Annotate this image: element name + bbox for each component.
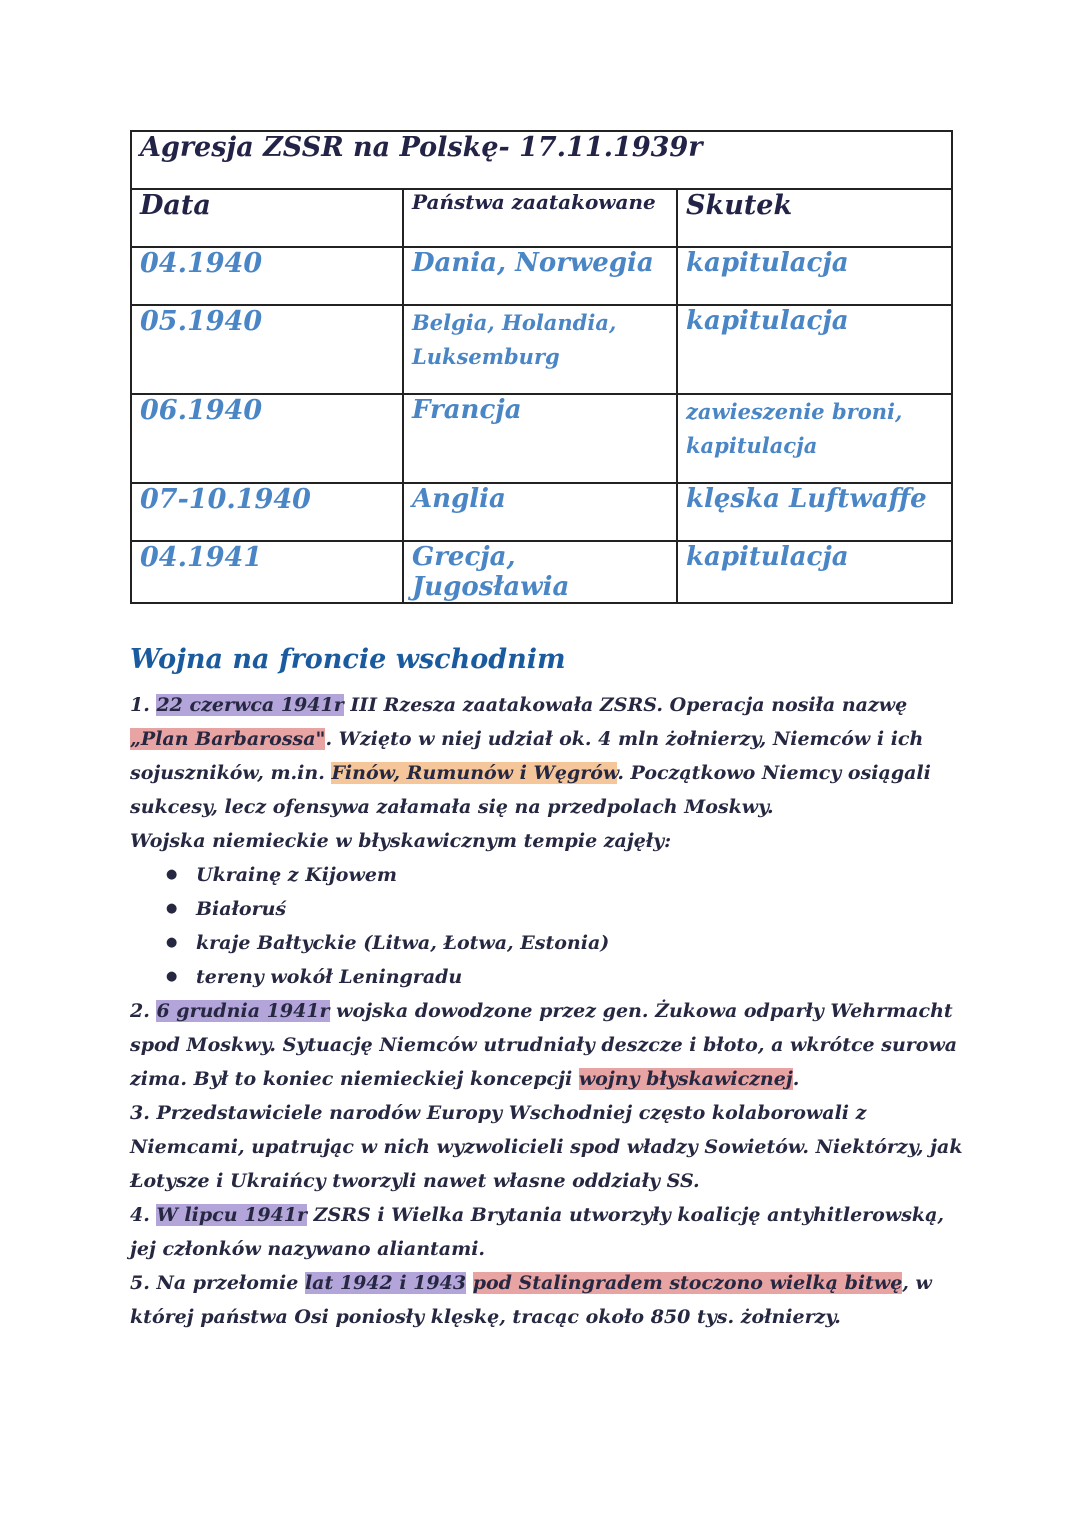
paragraph-number: 2. xyxy=(130,1000,157,1022)
list-item: ● Ukrainę z Kijowem xyxy=(196,858,970,892)
table-row xyxy=(131,394,952,483)
row-states: Francja xyxy=(403,394,677,483)
events-table xyxy=(130,130,953,604)
row-states: Grecja, Jugosławia xyxy=(403,541,677,603)
list-item: ● kraje Bałtyckie (Litwa, Łotwa, Estonia) xyxy=(196,926,970,960)
section-body xyxy=(130,688,970,1334)
row-result: kapitulacja xyxy=(677,541,952,603)
text-span: wojska dowodzone przez gen. Żukowa odparły Wehrmacht spod Moskwy. Sytuację Niemców utrudniały deszcze i błoto, a wkrótce surowa zima. Był to koniec niemieckiej koncepcji xyxy=(130,1000,958,1090)
paragraph-2 xyxy=(130,994,970,1096)
key-highlight: pod Stalingradem stoczono wielką bitwę xyxy=(472,1272,903,1294)
row-date: 04.1940 xyxy=(131,247,403,305)
row-states: Belgia, Holandia, Luksemburg xyxy=(403,305,677,394)
list-item: ● Białoruś xyxy=(196,892,970,926)
row-states: Anglia xyxy=(403,483,677,541)
table-row xyxy=(131,247,952,305)
row-result: zawieszenie broni, kapitulacja xyxy=(677,394,952,483)
paragraph-3: 3. Przedstawiciele narodów Europy Wschodniej często kolaborowali z Niemcami, upatrując w nich wyzwolicieli spod władzy Sowietów. Niektórzy, jak Łotysze i Ukraińcy tworzyli nawet własne oddziały SS. xyxy=(130,1102,963,1192)
date-highlight: 6 grudnia 1941r xyxy=(156,1000,330,1022)
row-date: 06.1940 xyxy=(131,394,403,483)
paragraph-number: 1. xyxy=(130,694,157,716)
header-states: Państwa zaatakowane xyxy=(403,189,677,247)
row-date: 05.1940 xyxy=(131,305,403,394)
allies-highlight: Finów, Rumunów i Węgrów xyxy=(331,762,618,784)
text-span: III Rzesza zaatakowała ZSRS. Operacja nosiła nazwę xyxy=(343,694,908,716)
date-highlight: lat 1942 i 1943 xyxy=(304,1272,467,1294)
table-row xyxy=(131,541,952,603)
paragraph-number: 4. xyxy=(130,1204,157,1226)
row-result: kapitulacja xyxy=(677,305,952,394)
list-intro: Wojska niemieckie w błyskawicznym tempie zajęły: xyxy=(130,830,672,852)
text-span: . Początkowo Niemcy osiągali sukcesy, lecz ofensywa załamała się na przedpolach Moskwy. xyxy=(130,762,931,818)
text-span: 5. Na przełomie xyxy=(130,1272,305,1294)
table-title: Agresja ZSSR na Polskę- 17.11.1939r xyxy=(131,131,952,189)
table-title-row xyxy=(131,131,952,189)
table-row xyxy=(131,483,952,541)
row-date: 07-10.1940 xyxy=(131,483,403,541)
table-row xyxy=(131,305,952,394)
section-title: Wojna na froncie wschodnim xyxy=(130,644,566,675)
key-highlight: wojny błyskawicznej xyxy=(578,1068,793,1090)
date-highlight: W lipcu 1941r xyxy=(156,1204,308,1226)
text-span: . xyxy=(792,1068,800,1090)
row-date: 04.1941 xyxy=(131,541,403,603)
text-span: . Wzięto w niej udział ok. 4 mln żołnierzy, Niemców i ich sojuszników, m.in. xyxy=(130,728,924,784)
row-states: Dania, Norwegia xyxy=(403,247,677,305)
row-result: kapitulacja xyxy=(677,247,952,305)
row-result: klęska Luftwaffe xyxy=(677,483,952,541)
date-highlight: 22 czerwca 1941r xyxy=(156,694,344,716)
key-highlight: „Plan Barbarossa" xyxy=(130,728,326,750)
header-result: Skutek xyxy=(677,189,952,247)
paragraph-5 xyxy=(130,1266,970,1334)
text-span: ZSRS i Wielka Brytania utworzyły koalicję antyhitlerowską, jej członków nazywano aliantami. xyxy=(130,1204,944,1260)
header-date: Data xyxy=(131,189,403,247)
paragraph-1 xyxy=(130,688,970,824)
bullet-list xyxy=(130,858,970,994)
text-span: , w której państwa Osi poniosły klęskę, tracąc około 850 tys. żołnierzy. xyxy=(130,1272,932,1328)
table-header-row xyxy=(131,189,952,247)
list-item: ● tereny wokół Leningradu xyxy=(196,960,970,994)
text-span xyxy=(466,1272,473,1294)
paragraph-4 xyxy=(130,1198,970,1266)
